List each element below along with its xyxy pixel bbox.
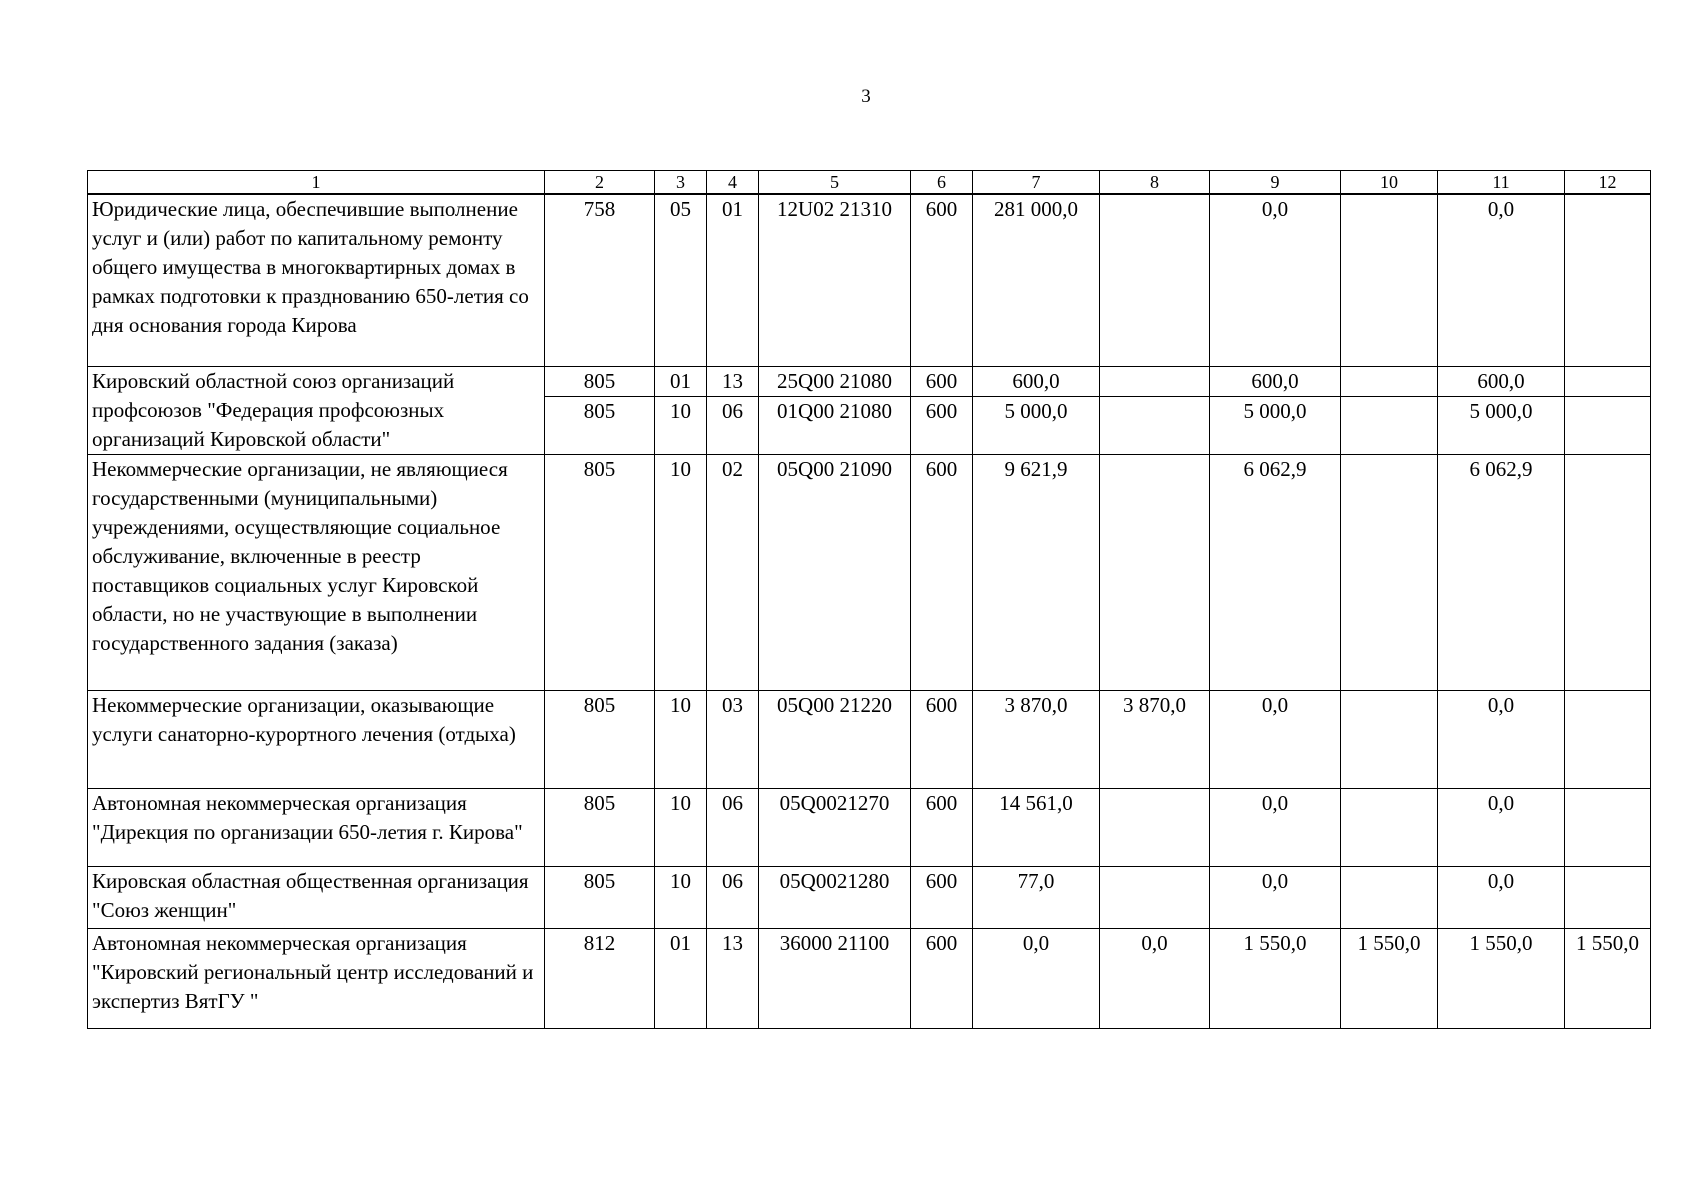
cell-c5 — [759, 690, 911, 788]
header-cell: 8 — [1100, 171, 1210, 195]
organization-name: Автономная некоммерческая организация "Дирекция по организации 650-летия г. Кирова" — [88, 788, 545, 866]
cell-value: 6 062,9 — [1243, 456, 1307, 481]
cell-c11 — [1438, 454, 1565, 690]
cell-c4 — [707, 866, 759, 928]
cell-value: 05 — [670, 197, 691, 221]
cell-value: 06 — [722, 868, 743, 893]
cell-value — [1344, 367, 1434, 396]
cell-value: 0,0 — [1022, 930, 1050, 955]
cell-c2 — [545, 194, 655, 366]
cell-c2 — [545, 690, 655, 788]
header-row — [88, 171, 1651, 195]
cell-value: 1 550,0 — [1469, 930, 1533, 955]
cell-value — [1103, 867, 1206, 896]
cell-value — [1344, 867, 1434, 896]
cell-value: 10 — [670, 456, 691, 481]
cell-value — [1568, 691, 1647, 720]
organization-name: Кировский областной союз организаций профсоюзов "Федерация профсоюзных организаций Кировской области" — [88, 366, 545, 454]
cell-c8 — [1100, 366, 1210, 454]
cell-c10 — [1341, 366, 1438, 454]
cell-value: 10 — [670, 790, 691, 815]
cell-c12 — [1565, 454, 1651, 690]
cell-c3 — [655, 194, 707, 366]
cell-value: 05Q00 21220 — [777, 692, 892, 717]
cell-c12 — [1565, 928, 1651, 1028]
cell-value: 25Q00 21080 — [777, 368, 892, 393]
cell-value: 5 000,0 — [1438, 396, 1564, 426]
cell-value: 0,0 — [1487, 790, 1515, 815]
cell-c2 — [545, 866, 655, 928]
cell-value — [1344, 455, 1434, 484]
cell-c5 — [759, 454, 911, 690]
cell-value — [1344, 789, 1434, 818]
cell-c5 — [759, 866, 911, 928]
cell-c3 — [655, 866, 707, 928]
cell-value: 600,0 — [1477, 368, 1525, 393]
cell-c6 — [911, 366, 973, 454]
table-row — [88, 366, 1651, 454]
cell-value: 805 — [583, 456, 616, 481]
cell-c3 — [655, 366, 707, 454]
cell-value: 36000 21100 — [779, 930, 890, 955]
cell-value: 05Q00 21090 — [777, 456, 892, 481]
cell-value: 01 — [722, 197, 743, 221]
cell-value — [1568, 789, 1647, 818]
cell-c6 — [911, 454, 973, 690]
cell-c3 — [655, 788, 707, 866]
header-cell: 7 — [973, 171, 1100, 195]
cell-value: 812 — [583, 930, 616, 955]
cell-c10 — [1341, 866, 1438, 928]
cell-value: 0,0 — [1141, 930, 1168, 955]
cell-c8 — [1100, 928, 1210, 1028]
cell-value: 600 — [925, 790, 958, 815]
header-cell: 5 — [759, 171, 911, 195]
cell-c11 — [1438, 194, 1565, 366]
cell-c9 — [1210, 454, 1341, 690]
cell-value: 13 — [722, 368, 743, 393]
cell-c2 — [545, 788, 655, 866]
cell-c11 — [1438, 866, 1565, 928]
cell-value: 600 — [925, 456, 958, 481]
cell-value: 05Q0021280 — [779, 868, 890, 893]
cell-c3 — [655, 454, 707, 690]
cell-value — [1344, 195, 1434, 224]
cell-c5 — [759, 928, 911, 1028]
cell-c12 — [1565, 690, 1651, 788]
cell-c9 — [1210, 194, 1341, 366]
cell-c9 — [1210, 366, 1341, 454]
cell-value: 0,0 — [1487, 868, 1515, 893]
cell-value — [1103, 789, 1206, 818]
page-number: 3 — [861, 86, 871, 107]
cell-value: 0,0 — [1487, 692, 1515, 717]
table-body — [88, 171, 1651, 1029]
cell-value: 3 870,0 — [1123, 692, 1186, 717]
header-cell: 1 — [88, 171, 545, 195]
cell-c6 — [911, 788, 973, 866]
cell-value: 06 — [707, 396, 758, 426]
cell-value — [1568, 455, 1647, 484]
cell-c5 — [759, 788, 911, 866]
header-cell: 9 — [1210, 171, 1341, 195]
cell-c12 — [1565, 788, 1651, 866]
cell-c7 — [973, 928, 1100, 1028]
cell-c4 — [707, 690, 759, 788]
cell-value: 1 550,0 — [1576, 930, 1639, 955]
cell-c2 — [545, 366, 655, 454]
cell-c12 — [1565, 866, 1651, 928]
cell-c11 — [1438, 788, 1565, 866]
cell-value — [1103, 195, 1206, 224]
organization-name: Юридические лица, обеспечившие выполнение услуг и (или) работ по капитальному ремонту общего имущества в многоквартирных домах в рамках подготовки к празднованию 650-летия со дня основания города Кирова — [88, 194, 545, 366]
cell-value — [1341, 396, 1437, 426]
cell-c10 — [1341, 454, 1438, 690]
header-cell: 6 — [911, 171, 973, 195]
organization-name: Некоммерческие организации, не являющиеся государственными (муниципальными) учреждениями, осуществляющие социальное обслуживание, включенные в реестр поставщиков социальных услуг Кировской области, но не участвующие в выполнении государственного задания (заказа) — [88, 454, 545, 690]
cell-value: 05Q0021270 — [779, 790, 890, 815]
header-cell: 3 — [655, 171, 707, 195]
cell-value: 5 000,0 — [1210, 396, 1340, 426]
cell-c7 — [973, 194, 1100, 366]
cell-value: 805 — [583, 790, 616, 815]
cell-value: 14 561,0 — [999, 790, 1073, 815]
cell-c11 — [1438, 928, 1565, 1028]
cell-value: 5 000,0 — [973, 396, 1099, 426]
cell-value: 600 — [925, 368, 958, 393]
cell-value: 6 062,9 — [1469, 456, 1533, 481]
cell-c4 — [707, 788, 759, 866]
cell-value: 10 — [655, 396, 706, 426]
cell-c11 — [1438, 366, 1565, 454]
cell-c7 — [973, 690, 1100, 788]
cell-value: 06 — [722, 790, 743, 815]
cell-value: 12U02 21310 — [777, 197, 892, 221]
cell-c12 — [1565, 366, 1651, 454]
cell-value: 10 — [670, 692, 691, 717]
cell-c8 — [1100, 788, 1210, 866]
cell-value: 0,0 — [1261, 868, 1289, 893]
cell-value: 10 — [670, 868, 691, 893]
cell-value: 13 — [722, 930, 743, 955]
cell-c9 — [1210, 788, 1341, 866]
header-cell: 10 — [1341, 171, 1438, 195]
cell-c8 — [1100, 690, 1210, 788]
cell-value: 1 550,0 — [1357, 930, 1421, 955]
cell-value: 02 — [722, 456, 743, 481]
cell-c8 — [1100, 194, 1210, 366]
cell-value — [1103, 455, 1206, 484]
cell-value: 77,0 — [1017, 868, 1055, 893]
table-row — [88, 788, 1651, 866]
cell-value — [1568, 195, 1647, 224]
cell-value: 0,0 — [1261, 197, 1289, 221]
cell-c6 — [911, 194, 973, 366]
cell-value: 01 — [670, 930, 691, 955]
cell-c4 — [707, 194, 759, 366]
cell-value — [1568, 867, 1647, 896]
cell-value: 1 550,0 — [1243, 930, 1307, 955]
cell-value: 600 — [925, 692, 958, 717]
cell-c6 — [911, 690, 973, 788]
cell-c9 — [1210, 928, 1341, 1028]
cell-value: 758 — [583, 197, 616, 221]
cell-c6 — [911, 928, 973, 1028]
organization-name: Автономная некоммерческая организация "Кировский региональный центр исследований и экспертиз ВятГУ " — [88, 928, 545, 1028]
cell-c12 — [1565, 194, 1651, 366]
cell-c9 — [1210, 690, 1341, 788]
cell-c10 — [1341, 788, 1438, 866]
cell-c4 — [707, 454, 759, 690]
cell-value: 0,0 — [1261, 692, 1289, 717]
cell-value: 805 — [583, 368, 616, 393]
cell-value: 01Q00 21080 — [759, 396, 910, 426]
cell-c10 — [1341, 928, 1438, 1028]
cell-value — [1565, 396, 1650, 426]
cell-value: 600 — [911, 396, 972, 426]
cell-value: 805 — [583, 868, 616, 893]
cell-value: 805 — [583, 692, 616, 717]
cell-c10 — [1341, 690, 1438, 788]
cell-c11 — [1438, 690, 1565, 788]
cell-c7 — [973, 454, 1100, 690]
table-row — [88, 866, 1651, 928]
cell-value: 0,0 — [1487, 197, 1515, 221]
header-cell: 11 — [1438, 171, 1565, 195]
cell-value — [1568, 367, 1647, 396]
cell-value: 600,0 — [1251, 368, 1299, 393]
cell-value: 600 — [925, 197, 958, 221]
cell-c6 — [911, 866, 973, 928]
cell-value — [1100, 396, 1209, 426]
cell-value: 9 621,9 — [1004, 456, 1068, 481]
organization-name: Некоммерческие организации, оказывающие услуги санаторно-курортного лечения (отдыха) — [88, 690, 545, 788]
table-row — [88, 454, 1651, 690]
header-cell: 12 — [1565, 171, 1651, 195]
cell-value: 281 000,0 — [994, 197, 1078, 221]
cell-c2 — [545, 928, 655, 1028]
cell-c2 — [545, 454, 655, 690]
cell-c8 — [1100, 866, 1210, 928]
cell-c7 — [973, 866, 1100, 928]
cell-c3 — [655, 690, 707, 788]
cell-value: 03 — [722, 692, 743, 717]
cell-c5 — [759, 194, 911, 366]
header-cell: 4 — [707, 171, 759, 195]
cell-c10 — [1341, 194, 1438, 366]
organization-name: Кировская областная общественная организация "Союз женщин" — [88, 866, 545, 928]
cell-c9 — [1210, 866, 1341, 928]
table-row — [88, 690, 1651, 788]
table-row — [88, 194, 1651, 366]
cell-value: 600,0 — [1012, 368, 1060, 393]
cell-value: 01 — [670, 368, 691, 393]
budget-table — [87, 170, 1651, 1029]
cell-c4 — [707, 366, 759, 454]
cell-value: 805 — [545, 396, 654, 426]
cell-value: 0,0 — [1261, 790, 1289, 815]
cell-value: 3 870,0 — [1004, 692, 1068, 717]
cell-c7 — [973, 366, 1100, 454]
header-cell: 2 — [545, 171, 655, 195]
cell-value: 600 — [925, 930, 958, 955]
cell-value: 600 — [925, 868, 958, 893]
cell-c5 — [759, 366, 911, 454]
table-row — [88, 928, 1651, 1028]
cell-c4 — [707, 928, 759, 1028]
cell-c8 — [1100, 454, 1210, 690]
cell-value — [1344, 691, 1434, 720]
cell-value — [1103, 367, 1206, 396]
cell-c7 — [973, 788, 1100, 866]
cell-c3 — [655, 928, 707, 1028]
